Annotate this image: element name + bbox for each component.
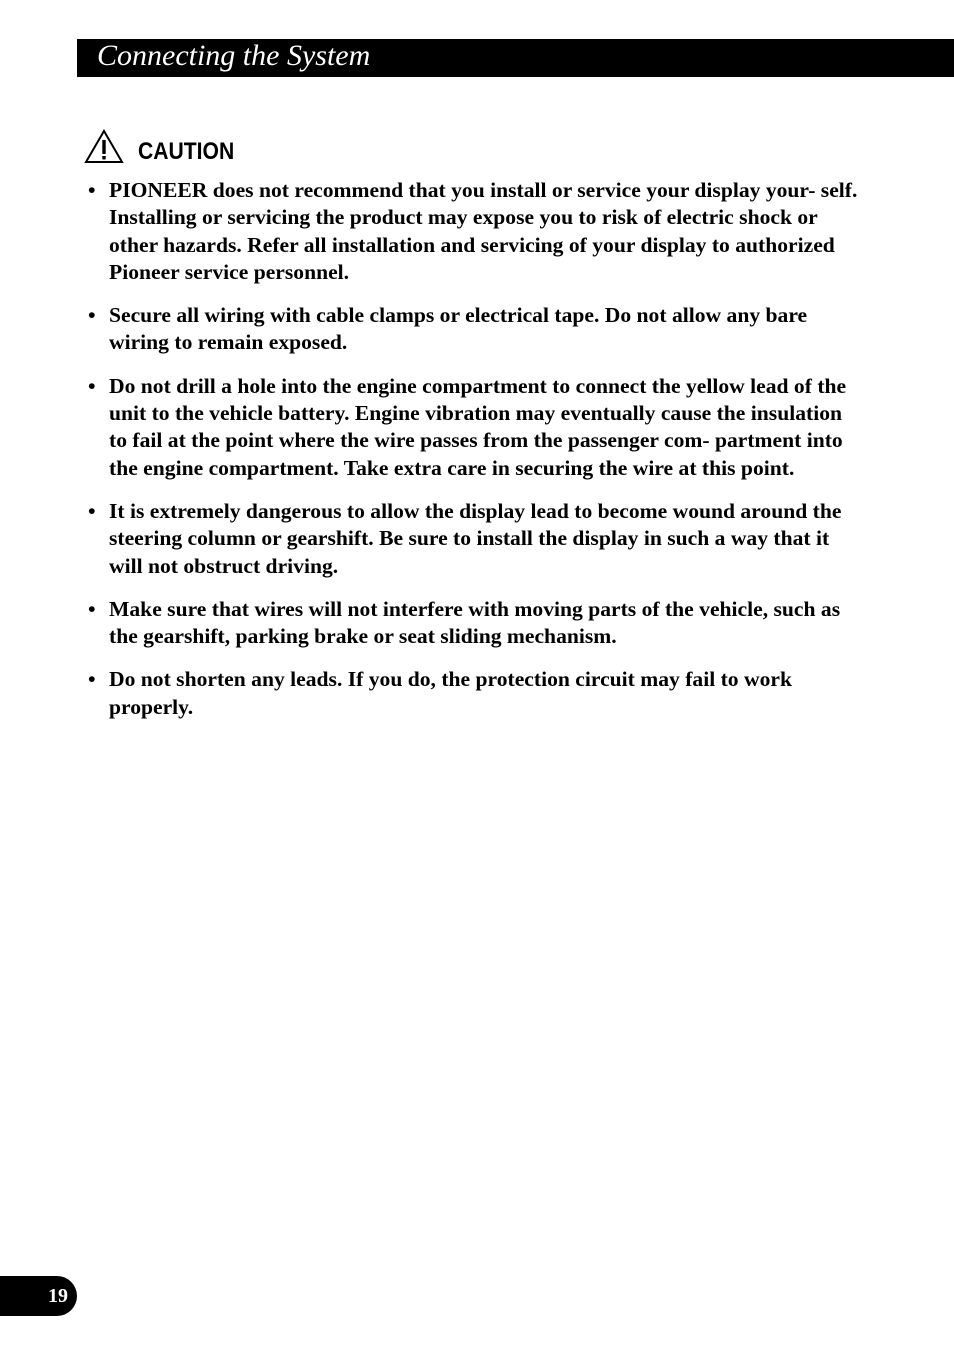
caution-item [88, 177, 860, 286]
caution-item-text: It is extremely dangerous to allow the display lead to become wound around the steering column or gearshift. Be sure to install the display in such a way that it will not obstruct driving. [109, 498, 842, 578]
bullet: • [88, 498, 96, 523]
bullet: • [88, 596, 96, 621]
caution-heading [84, 129, 247, 165]
caution-item [88, 302, 860, 357]
section-header-bar [77, 39, 954, 77]
caution-item [88, 666, 860, 721]
page-number: 19 [0, 1276, 77, 1316]
caution-item-text: Make sure that wires will not interfere with moving parts of the vehicle, such as the gearshift, parking brake or seat sliding mechanism. [109, 596, 841, 649]
caution-item [88, 596, 860, 651]
bullet: • [88, 667, 96, 692]
page-title: Connecting the System [97, 39, 371, 72]
caution-item [88, 498, 860, 580]
caution-list [88, 177, 860, 737]
caution-item [88, 373, 860, 482]
caution-item-text: Secure all wiring with cable clamps or electrical tape. Do not allow any bare wiring to remain exposed. [109, 303, 808, 355]
bullet: • [88, 303, 96, 328]
bullet: • [88, 178, 96, 202]
caution-item-text: Do not drill a hole into the engine compartment to connect the yellow lead of the unit to the vehicle battery. Engine vibration may eventually cause the insulation to fail at the point where the wire passes from the passenger com- partment into the engine compartment. Take extra care in securing the wire at this point. [109, 373, 847, 480]
caution-label: CAUTION [138, 138, 235, 165]
bullet: • [88, 373, 96, 398]
warning-triangle-icon [84, 129, 124, 165]
caution-item-text: Do not shorten any leads. If you do, the protection circuit may fail to work properly. [109, 667, 792, 719]
caution-item-text: PIONEER does not recommend that you install or service your display your- self. Installing or servicing the product may expose you to risk of electric shock or other hazards. Refer all installation and servicing of your display to authorized Pioneer service personnel. [109, 178, 858, 284]
